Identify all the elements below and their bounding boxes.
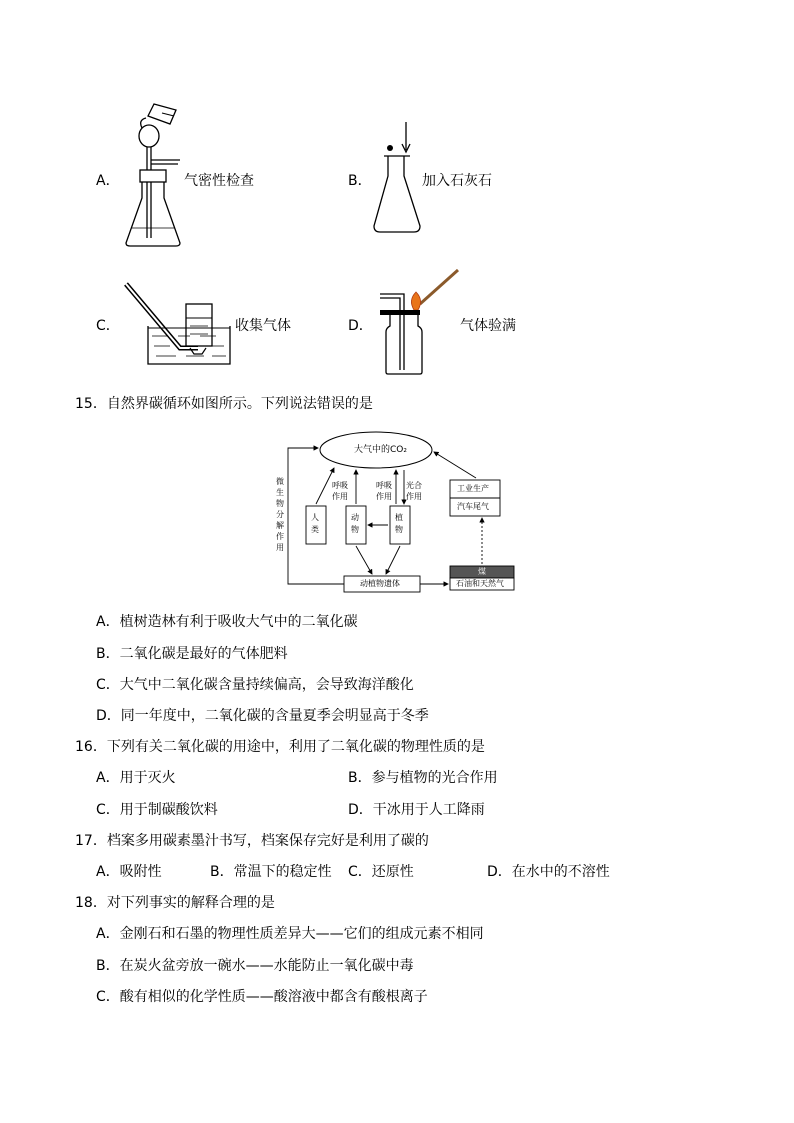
animals-box: 动物 <box>351 513 359 534</box>
q15-option-c: C．大气中二氧化碳含量持续偏高，会导致海洋酸化 <box>96 677 414 693</box>
option-b-caption: 加入石灰石 <box>422 173 492 189</box>
humans-box: 人类 <box>311 513 319 534</box>
option-d-letter: D． <box>348 318 373 334</box>
q15-option-d: D．同一年度中，二氧化碳的含量夏季会明显高于冬季 <box>96 708 429 724</box>
q16-option-c: C．用于制碳酸饮料 <box>96 802 218 818</box>
q16-option-b: B．参与植物的光合作用 <box>348 770 498 786</box>
gas-collection-illustration <box>120 278 236 370</box>
q15-option-b: B．二氧化碳是最好的气体肥料 <box>96 646 288 662</box>
q17-option-c: C．还原性 <box>348 864 414 880</box>
q18-option-b: B．在炭火盆旁放一碗水——水能防止一氧化碳中毒 <box>96 958 414 974</box>
option-b-letter: B． <box>348 173 372 189</box>
q18-option-c: C．酸有相似的化学性质——酸溶液中都含有酸根离子 <box>96 989 428 1005</box>
coal-label: 煤 <box>478 567 486 576</box>
plants-box: 植物 <box>395 513 403 534</box>
question-16-stem: 16．下列有关二氧化碳的用途中，利用了二氧化碳的物理性质的是 <box>75 739 485 755</box>
respiration-plants-label: 呼吸作用 <box>376 481 392 501</box>
option-a-caption: 气密性检查 <box>184 173 254 189</box>
option-d-caption: 气体验满 <box>460 318 516 334</box>
q16-option-d: D．干冰用于人工降雨 <box>348 802 485 818</box>
exhaust-label: 汽车尾气 <box>457 502 489 511</box>
q15-option-a: A．植树造林有利于吸收大气中的二氧化碳 <box>96 614 358 630</box>
question-18-stem: 18．对下列事实的解释合理的是 <box>75 895 275 911</box>
respiration-left-label: 呼吸作用 <box>332 481 348 501</box>
q17-option-b: B．常温下的稳定性 <box>210 864 332 880</box>
q16-option-a: A．用于灭火 <box>96 770 176 786</box>
microbes-label: 微生物分解作用 <box>276 477 284 552</box>
oil-gas-label: 石油和天然气 <box>456 579 504 588</box>
q18-option-a: A．金刚石和石墨的物理性质差异大——它们的组成元素不相同 <box>96 926 484 942</box>
photosynthesis-label: 光合作用 <box>406 481 422 501</box>
industry-label: 工业生产 <box>457 484 489 493</box>
q17-option-d: D．在水中的不溶性 <box>487 864 610 880</box>
option-c-letter: C． <box>96 318 120 334</box>
atmosphere-co2-label: 大气中的CO₂ <box>354 445 407 455</box>
add-limestone-illustration <box>370 118 422 236</box>
remains-box: 动植物遗体 <box>360 579 400 588</box>
q17-option-a: A．吸附性 <box>96 864 162 880</box>
question-17-stem: 17．档案多用碳素墨汁书写，档案保存完好是利用了碳的 <box>75 833 429 849</box>
question-15-stem: 15．自然界碳循环如图所示。下列说法错误的是 <box>75 396 373 412</box>
option-a-letter: A． <box>96 173 120 189</box>
carbon-cycle-diagram <box>276 428 522 594</box>
option-c-caption: 收集气体 <box>235 318 291 334</box>
airtightness-check-illustration <box>120 98 190 250</box>
gas-fullness-test-illustration <box>374 266 464 378</box>
